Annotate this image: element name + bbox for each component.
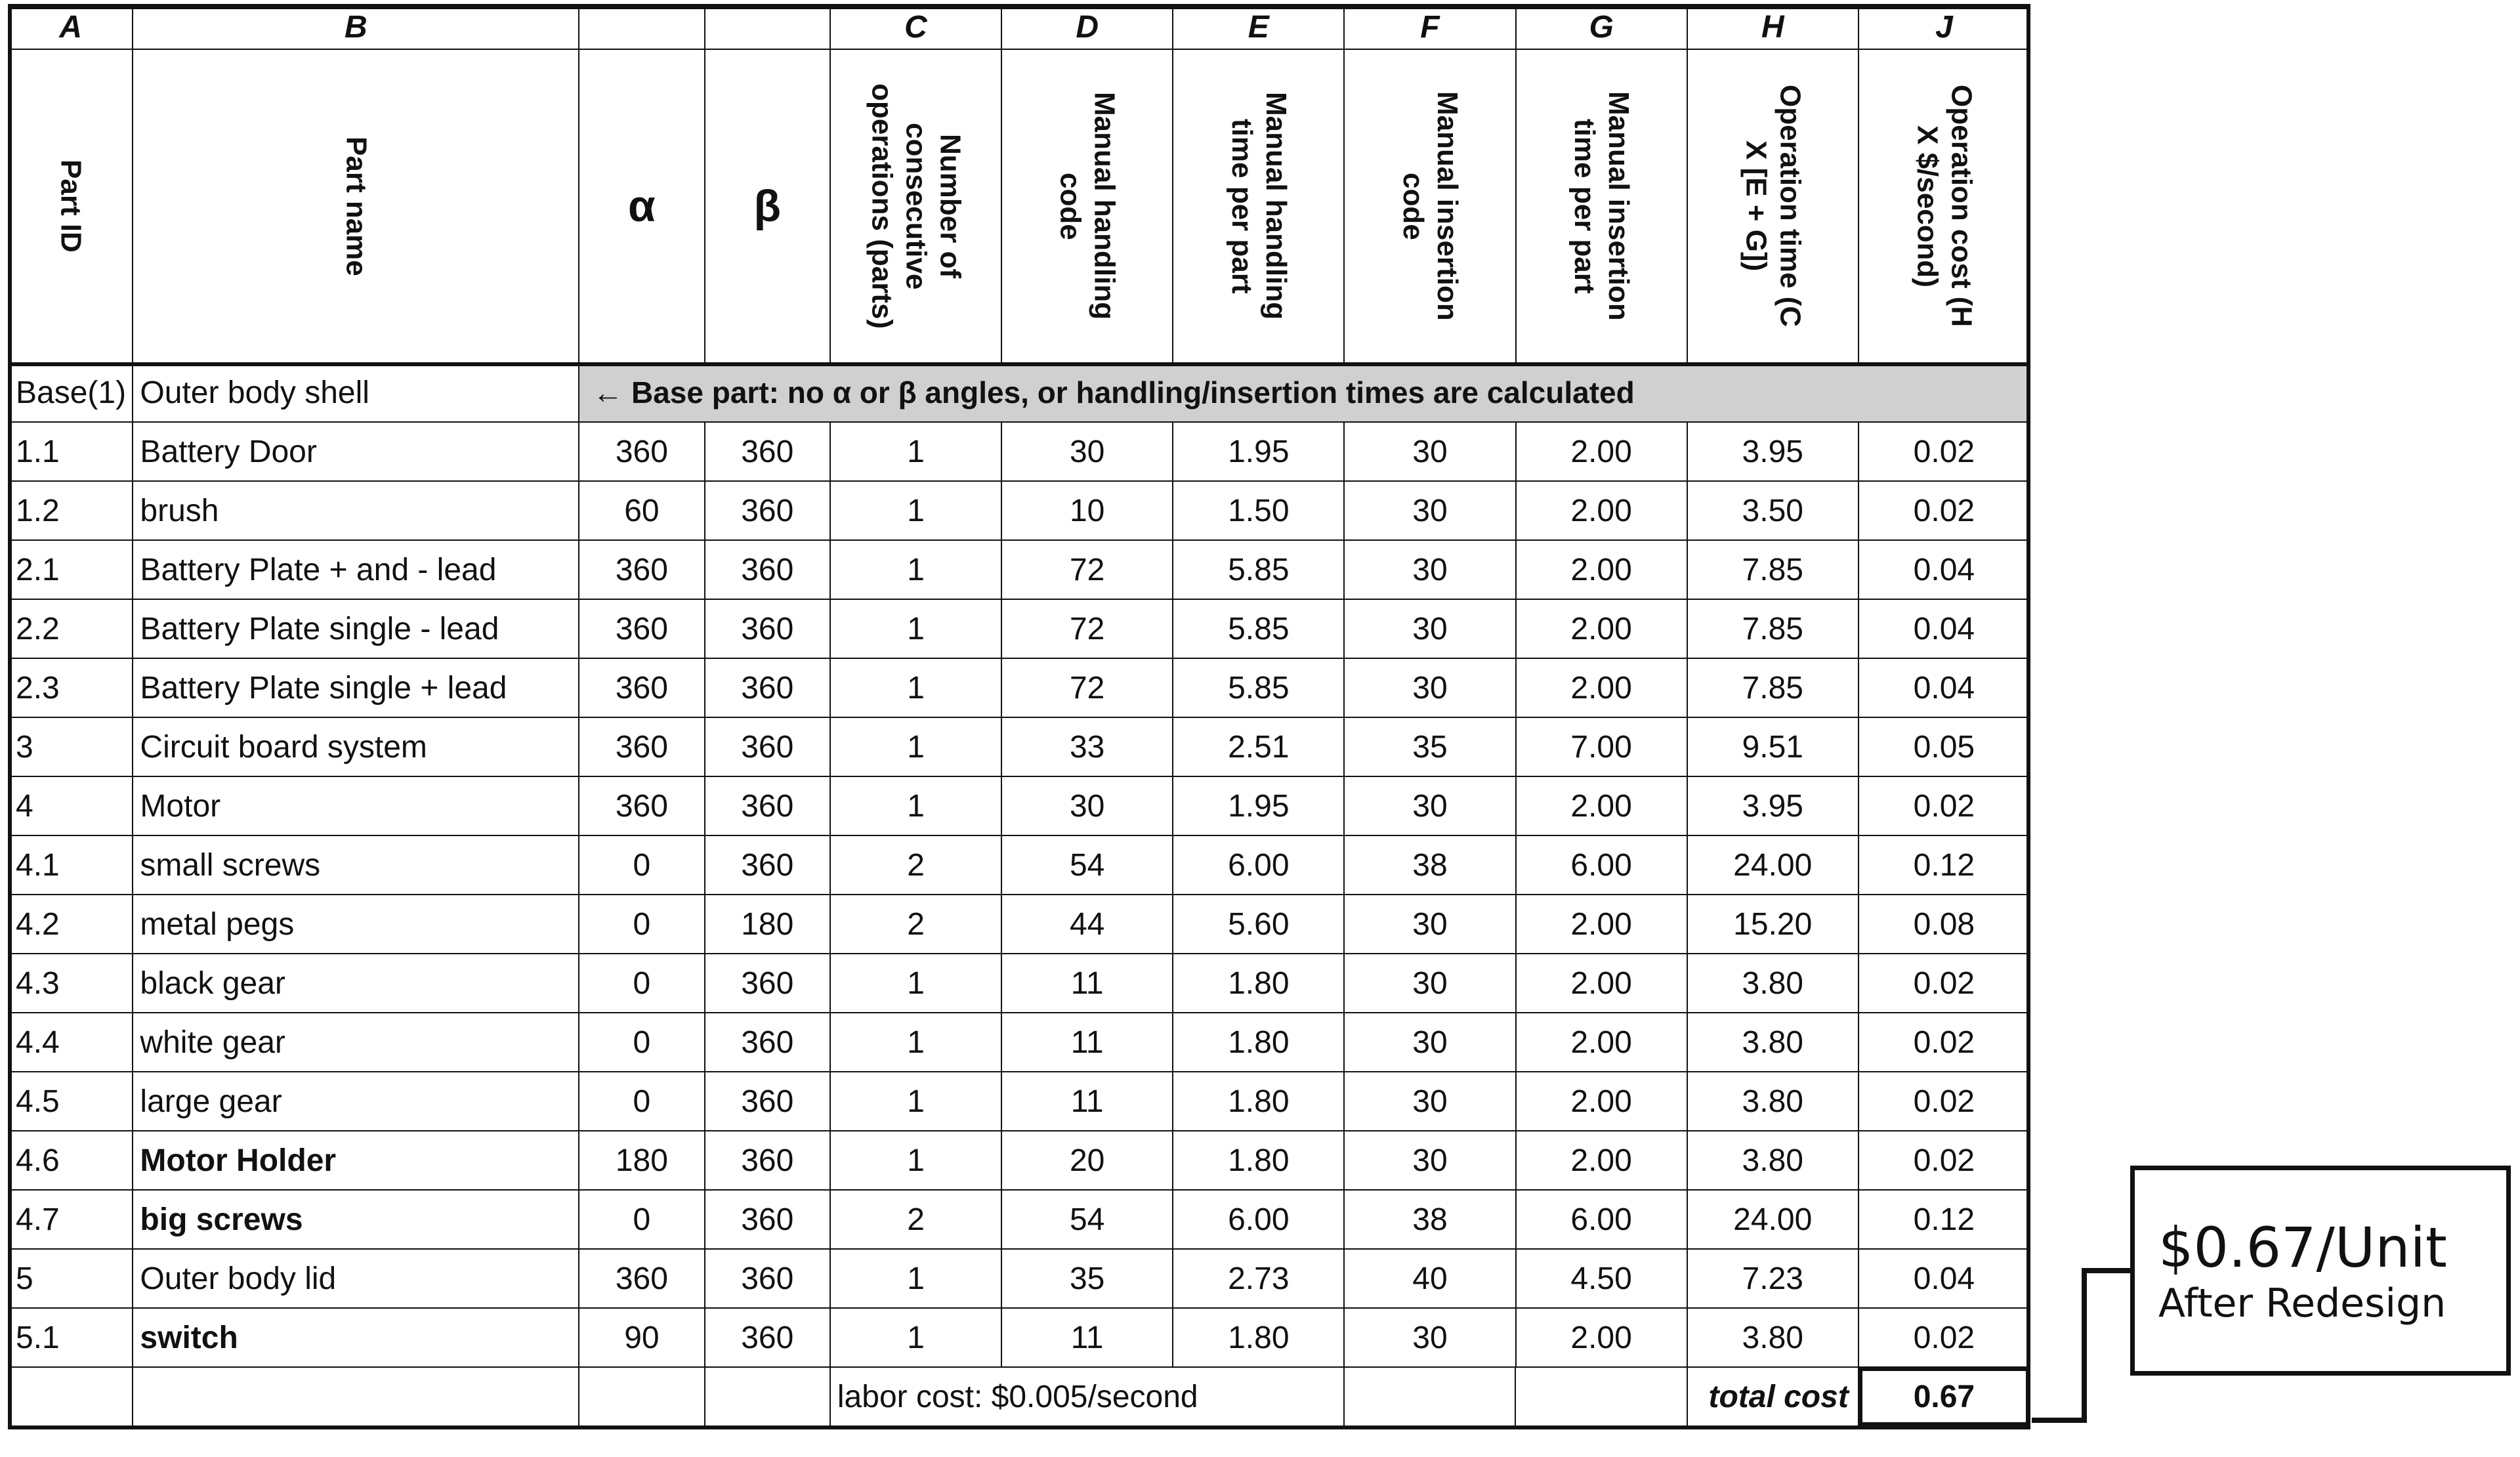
column-letter-text: J (1935, 9, 1953, 45)
header-g-text: Manual insertion time per part (1568, 91, 1635, 321)
value-cell-c-text: 1 (907, 965, 925, 1001)
value-cell-beta-text: 360 (741, 670, 794, 706)
value-cell-d-text: 72 (1069, 611, 1105, 646)
value-cell-c-text: 2 (907, 906, 925, 942)
part-id-cell-text: 4.2 (16, 906, 60, 942)
value-cell-j-text: 0.04 (1913, 552, 1975, 587)
value-cell-e-text: 5.85 (1228, 552, 1290, 587)
value-cell-f-text: 30 (1412, 965, 1448, 1001)
value-cell-e-text: 1.80 (1228, 965, 1290, 1001)
part-name-cell-text: small screws (140, 847, 321, 883)
part-name-cell-text: switch (140, 1320, 238, 1355)
value-cell-e-text: 1.80 (1228, 1084, 1290, 1119)
value-cell-d-text: 11 (1070, 1320, 1104, 1355)
part-id-cell-text: 4.4 (16, 1024, 60, 1060)
value-cell-f-text: 30 (1412, 1024, 1448, 1060)
part-name-cell-text: Battery Door (140, 434, 317, 469)
part-name-cell-text: metal pegs (140, 906, 295, 942)
column-letter-text: F (1420, 9, 1440, 45)
value-cell-h-text: 3.80 (1742, 1084, 1803, 1119)
part-id-cell-text: 4.7 (16, 1202, 60, 1237)
column-letter-text: A (59, 9, 83, 45)
value-cell-e-text: 6.00 (1228, 1202, 1290, 1237)
base-part-name-text: Outer body shell (140, 375, 369, 410)
value-cell-c-text: 1 (907, 1261, 925, 1296)
value-cell-e-text: 1.95 (1228, 434, 1290, 469)
header-alpha-text: α (627, 181, 656, 231)
value-cell-j-text: 0.08 (1913, 906, 1975, 942)
value-cell-alpha-text: 360 (615, 670, 668, 706)
part-id-cell-text: 2.2 (16, 611, 60, 646)
value-cell-d-text: 54 (1069, 847, 1105, 883)
value-cell-j-text: 0.12 (1913, 1202, 1975, 1237)
base-part-note-text: ← Base part: no α or β angles, or handling/insertion times are calculated (593, 375, 1635, 410)
value-cell-h-text: 7.85 (1742, 670, 1803, 706)
value-cell-e-text: 1.50 (1228, 493, 1290, 528)
part-name-cell-text: Motor Holder (140, 1143, 337, 1178)
value-cell-g-text: 6.00 (1570, 847, 1632, 883)
value-cell-d-text: 44 (1069, 906, 1105, 942)
value-cell-alpha-text: 360 (615, 1261, 668, 1296)
value-cell-alpha-text: 360 (615, 552, 668, 587)
value-cell-c-text: 1 (907, 1024, 925, 1060)
value-cell-h-text: 3.95 (1742, 434, 1803, 469)
part-id-cell-text: 4.5 (16, 1084, 60, 1119)
header-e-text: Manual handling time per part (1225, 92, 1292, 320)
value-cell-g-text: 6.00 (1570, 1202, 1632, 1237)
value-cell-c-text: 1 (907, 493, 925, 528)
part-name-cell-text: large gear (140, 1084, 282, 1119)
value-cell-alpha-text: 0 (633, 906, 651, 942)
value-cell-d-text: 30 (1069, 788, 1105, 824)
total-cost-label-text: total cost (1708, 1379, 1849, 1414)
value-cell-j-text: 0.05 (1913, 729, 1975, 765)
value-cell-alpha-text: 60 (624, 493, 660, 528)
column-letter-text: G (1589, 9, 1614, 45)
value-cell-j-text: 0.04 (1913, 1261, 1975, 1296)
part-id-cell-text: 1.1 (16, 434, 60, 469)
value-cell-e-text: 5.85 (1228, 611, 1290, 646)
value-cell-alpha-text: 0 (633, 1202, 651, 1237)
value-cell-e-text: 5.60 (1228, 906, 1290, 942)
value-cell-d-text: 33 (1069, 729, 1105, 765)
part-name-cell-text: big screws (140, 1202, 303, 1237)
value-cell-alpha-text: 180 (615, 1143, 668, 1178)
value-cell-c-text: 1 (907, 670, 925, 706)
value-cell-e-text: 1.95 (1228, 788, 1290, 824)
value-cell-g-text: 7.00 (1570, 729, 1632, 765)
value-cell-alpha-text: 0 (633, 847, 651, 883)
value-cell-alpha-text: 360 (615, 729, 668, 765)
column-letter-text: H (1761, 9, 1784, 45)
value-cell-beta-text: 360 (741, 1084, 794, 1119)
value-cell-h-text: 15.20 (1733, 906, 1813, 942)
value-cell-g-text: 2.00 (1570, 434, 1632, 469)
value-cell-beta-text: 180 (741, 906, 794, 942)
value-cell-beta-text: 360 (741, 729, 794, 765)
part-id-cell-text: 4 (16, 788, 33, 824)
value-cell-f-text: 30 (1412, 1320, 1448, 1355)
total-cost-value-text: 0.67 (1913, 1379, 1975, 1414)
value-cell-beta-text: 360 (741, 788, 794, 824)
value-cell-f-text: 30 (1412, 1084, 1448, 1119)
value-cell-c-text: 1 (907, 611, 925, 646)
value-cell-f-text: 38 (1412, 847, 1448, 883)
value-cell-beta-text: 360 (741, 434, 794, 469)
value-cell-c-text: 1 (907, 788, 925, 824)
part-id-cell-text: 4.1 (16, 847, 60, 883)
connector-path (2032, 1271, 2130, 1420)
value-cell-h-text: 7.85 (1742, 552, 1803, 587)
part-id-cell-text: 5.1 (16, 1320, 60, 1355)
value-cell-h-text: 24.00 (1733, 847, 1813, 883)
value-cell-d-text: 72 (1069, 670, 1105, 706)
value-cell-g-text: 2.00 (1570, 965, 1632, 1001)
value-cell-h-text: 3.80 (1742, 1143, 1803, 1178)
value-cell-d-text: 11 (1070, 1084, 1104, 1119)
value-cell-d-text: 11 (1070, 965, 1104, 1001)
column-letter-text: E (1248, 9, 1269, 45)
value-cell-f-text: 30 (1412, 670, 1448, 706)
value-cell-h-text: 3.95 (1742, 788, 1803, 824)
value-cell-c-text: 1 (907, 434, 925, 469)
header-j-text: Operation cost (H X $/second) (1911, 85, 1978, 327)
part-name-cell-text: Battery Plate single - lead (140, 611, 499, 646)
value-cell-alpha-text: 0 (633, 1024, 651, 1060)
value-cell-f-text: 40 (1412, 1261, 1448, 1296)
value-cell-f-text: 30 (1412, 493, 1448, 528)
value-cell-g-text: 2.00 (1570, 611, 1632, 646)
value-cell-f-text: 35 (1412, 729, 1448, 765)
callout-price: $0.67/Unit (2158, 1215, 2447, 1280)
value-cell-g-text: 2.00 (1570, 1084, 1632, 1119)
value-cell-g-text: 4.50 (1570, 1261, 1632, 1296)
value-cell-e-text: 1.80 (1228, 1143, 1290, 1178)
value-cell-h-text: 24.00 (1733, 1202, 1813, 1237)
header-beta-text: β (753, 181, 781, 231)
value-cell-f-text: 30 (1412, 611, 1448, 646)
value-cell-d-text: 72 (1069, 552, 1105, 587)
value-cell-g-text: 2.00 (1570, 1320, 1632, 1355)
value-cell-j-text: 0.12 (1913, 847, 1975, 883)
value-cell-beta-text: 360 (741, 611, 794, 646)
part-name-cell-text: Outer body lid (140, 1261, 337, 1296)
value-cell-j-text: 0.02 (1913, 788, 1975, 824)
part-id-cell-text: 4.3 (16, 965, 60, 1001)
value-cell-j-text: 0.02 (1913, 1024, 1975, 1060)
value-cell-e-text: 5.85 (1228, 670, 1290, 706)
value-cell-c-text: 1 (907, 729, 925, 765)
value-cell-c-text: 2 (907, 1202, 925, 1237)
header-f-text: Manual insertion code (1396, 91, 1463, 321)
value-cell-alpha-text: 0 (633, 965, 651, 1001)
value-cell-j-text: 0.02 (1913, 434, 1975, 469)
value-cell-d-text: 35 (1069, 1261, 1105, 1296)
value-cell-d-text: 54 (1069, 1202, 1105, 1237)
part-name-cell-text: Battery Plate + and - lead (140, 552, 497, 587)
value-cell-beta-text: 360 (741, 493, 794, 528)
callout-subtitle: After Redesign (2158, 1280, 2446, 1326)
value-cell-j-text: 0.02 (1913, 1320, 1975, 1355)
value-cell-e-text: 1.80 (1228, 1024, 1290, 1060)
value-cell-c-text: 1 (907, 552, 925, 587)
value-cell-beta-text: 360 (741, 1261, 794, 1296)
value-cell-beta-text: 360 (741, 965, 794, 1001)
value-cell-e-text: 1.80 (1228, 1320, 1290, 1355)
value-cell-j-text: 0.02 (1913, 1143, 1975, 1178)
part-id-cell-text: 2.1 (16, 552, 60, 587)
value-cell-c-text: 1 (907, 1084, 925, 1119)
value-cell-g-text: 2.00 (1570, 788, 1632, 824)
value-cell-g-text: 2.00 (1570, 1143, 1632, 1178)
value-cell-f-text: 30 (1412, 906, 1448, 942)
value-cell-f-text: 30 (1412, 434, 1448, 469)
header-part-id-text: Part ID (54, 159, 87, 253)
part-name-cell-text: brush (140, 493, 219, 528)
labor-cost-note-text: labor cost: $0.005/second (837, 1379, 1198, 1414)
value-cell-d-text: 20 (1069, 1143, 1105, 1178)
part-name-cell-text: black gear (140, 965, 285, 1001)
value-cell-alpha-text: 0 (633, 1084, 651, 1119)
value-cell-beta-text: 360 (741, 1320, 794, 1355)
value-cell-j-text: 0.02 (1913, 493, 1975, 528)
value-cell-j-text: 0.04 (1913, 670, 1975, 706)
value-cell-j-text: 0.02 (1913, 1084, 1975, 1119)
value-cell-e-text: 2.51 (1228, 729, 1290, 765)
value-cell-f-text: 38 (1412, 1202, 1448, 1237)
value-cell-c-text: 2 (907, 847, 925, 883)
value-cell-g-text: 2.00 (1570, 1024, 1632, 1060)
part-id-cell-text: 4.6 (16, 1143, 60, 1178)
value-cell-alpha-text: 360 (615, 611, 668, 646)
value-cell-f-text: 30 (1412, 552, 1448, 587)
value-cell-f-text: 30 (1412, 788, 1448, 824)
base-part-id-text: Base(1) (16, 375, 127, 410)
value-cell-beta-text: 360 (741, 552, 794, 587)
value-cell-h-text: 9.51 (1742, 729, 1803, 765)
part-id-cell-text: 3 (16, 729, 33, 765)
value-cell-j-text: 0.02 (1913, 965, 1975, 1001)
value-cell-d-text: 10 (1069, 493, 1105, 528)
part-id-cell-text: 1.2 (16, 493, 60, 528)
header-d-text: Manual handling code (1054, 92, 1121, 320)
part-id-cell-text: 5 (16, 1261, 33, 1296)
value-cell-alpha-text: 360 (615, 788, 668, 824)
value-cell-g-text: 2.00 (1570, 906, 1632, 942)
value-cell-h-text: 7.23 (1742, 1261, 1803, 1296)
value-cell-alpha-text: 90 (624, 1320, 660, 1355)
value-cell-beta-text: 360 (741, 1143, 794, 1178)
column-letter-text: C (904, 9, 927, 45)
value-cell-c-text: 1 (907, 1320, 925, 1355)
part-name-cell-text: Battery Plate single + lead (140, 670, 507, 706)
part-name-cell-text: Motor (140, 788, 221, 824)
value-cell-f-text: 30 (1412, 1143, 1448, 1178)
value-cell-h-text: 3.80 (1742, 965, 1803, 1001)
value-cell-c-text: 1 (907, 1143, 925, 1178)
value-cell-d-text: 30 (1069, 434, 1105, 469)
column-letter-text: B (344, 9, 368, 45)
value-cell-e-text: 6.00 (1228, 847, 1290, 883)
value-cell-beta-text: 360 (741, 1202, 794, 1237)
value-cell-d-text: 11 (1070, 1024, 1104, 1060)
header-h-text: Operation time (C X [E + G]) (1740, 85, 1807, 327)
value-cell-h-text: 3.50 (1742, 493, 1803, 528)
part-name-cell-text: Circuit board system (140, 729, 427, 765)
value-cell-j-text: 0.04 (1913, 611, 1975, 646)
value-cell-g-text: 2.00 (1570, 552, 1632, 587)
header-part-name-text: Part name (340, 136, 373, 276)
value-cell-g-text: 2.00 (1570, 493, 1632, 528)
header-c-text: Number of consecutive operations (parts) (866, 83, 967, 329)
value-cell-g-text: 2.00 (1570, 670, 1632, 706)
value-cell-alpha-text: 360 (615, 434, 668, 469)
value-cell-e-text: 2.73 (1228, 1261, 1290, 1296)
part-name-cell-text: white gear (140, 1024, 285, 1060)
value-cell-h-text: 3.80 (1742, 1320, 1803, 1355)
value-cell-beta-text: 360 (741, 1024, 794, 1060)
column-letter-text: D (1076, 9, 1099, 45)
value-cell-beta-text: 360 (741, 847, 794, 883)
value-cell-h-text: 3.80 (1742, 1024, 1803, 1060)
value-cell-h-text: 7.85 (1742, 611, 1803, 646)
part-id-cell-text: 2.3 (16, 670, 60, 706)
